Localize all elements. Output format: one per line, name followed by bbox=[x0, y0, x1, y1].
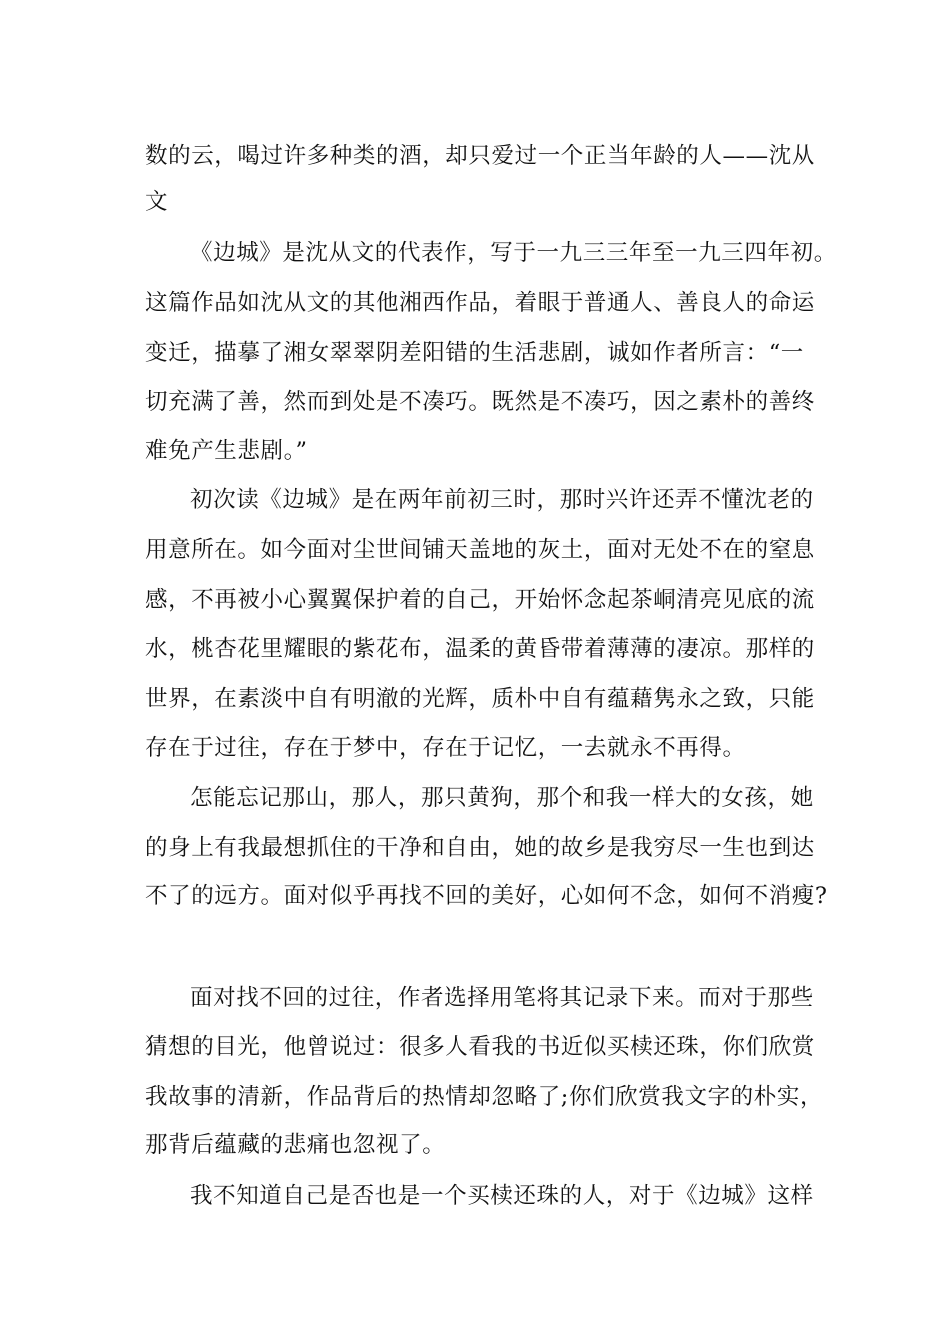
text-line: 那背后蕴藏的悲痛也忽视了。 bbox=[145, 1132, 446, 1158]
text-line: 的身上有我最想抓住的干净和自由，她的故乡是我穷尽一生也到达 bbox=[145, 835, 815, 861]
text-line: 感，不再被小心翼翼保护着的自己，开始怀念起茶峒清亮见底的流 bbox=[145, 587, 815, 613]
text-line: 难免产生悲剧。” bbox=[145, 438, 308, 464]
text-line: 数的云，喝过许多种类的酒，却只爱过一个正当年龄的人——沈从 bbox=[145, 143, 815, 169]
text-line: 文 bbox=[145, 189, 169, 215]
text-line: 存在于过往，存在于梦中，存在于记忆，一去就永不再得。 bbox=[145, 735, 746, 761]
text-line: 用意所在。如今面对尘世间铺天盖地的灰土，面对无处不在的窒息 bbox=[145, 537, 815, 563]
text-line: 初次读《边城》是在两年前初三时，那时兴许还弄不懂沈老的 bbox=[190, 487, 814, 513]
text-line: 世界，在素淡中自有明澈的光辉，质朴中自有蕴藉隽永之致，只能 bbox=[145, 686, 815, 712]
text-line: 变迁，描摹了湘女翠翠阴差阳错的生活悲剧，诚如作者所言：“一 bbox=[145, 340, 804, 366]
text-line: 我故事的清新，作品背后的热情却忽略了;你们欣赏我文字的朴实， bbox=[145, 1084, 824, 1110]
text-line: 《边城》是沈从文的代表作，写于一九三三年至一九三四年初。 bbox=[190, 240, 837, 266]
text-line: 不了的远方。面对似乎再找不回的美好，心如何不念，如何不消瘦? bbox=[145, 883, 828, 909]
text-line: 切充满了善，然而到处是不凑巧。既然是不凑巧，因之素朴的善终 bbox=[145, 389, 815, 415]
text-line: 猜想的目光，他曾说过：很多人看我的书近似买椟还珠，你们欣赏 bbox=[145, 1034, 815, 1060]
text-line: 怎能忘记那山，那人，那只黄狗，那个和我一样大的女孩，她 bbox=[190, 785, 814, 811]
text-line: 面对找不回的过往，作者选择用笔将其记录下来。而对于那些 bbox=[190, 985, 814, 1011]
text-line: 这篇作品如沈从文的其他湘西作品，着眼于普通人、善良人的命运 bbox=[145, 290, 815, 316]
text-line: 水，桃杏花里耀眼的紫花布，温柔的黄昏带着薄薄的凄凉。那样的 bbox=[145, 636, 815, 662]
text-line: 我不知道自己是否也是一个买椟还珠的人，对于《边城》这样 bbox=[190, 1183, 814, 1209]
